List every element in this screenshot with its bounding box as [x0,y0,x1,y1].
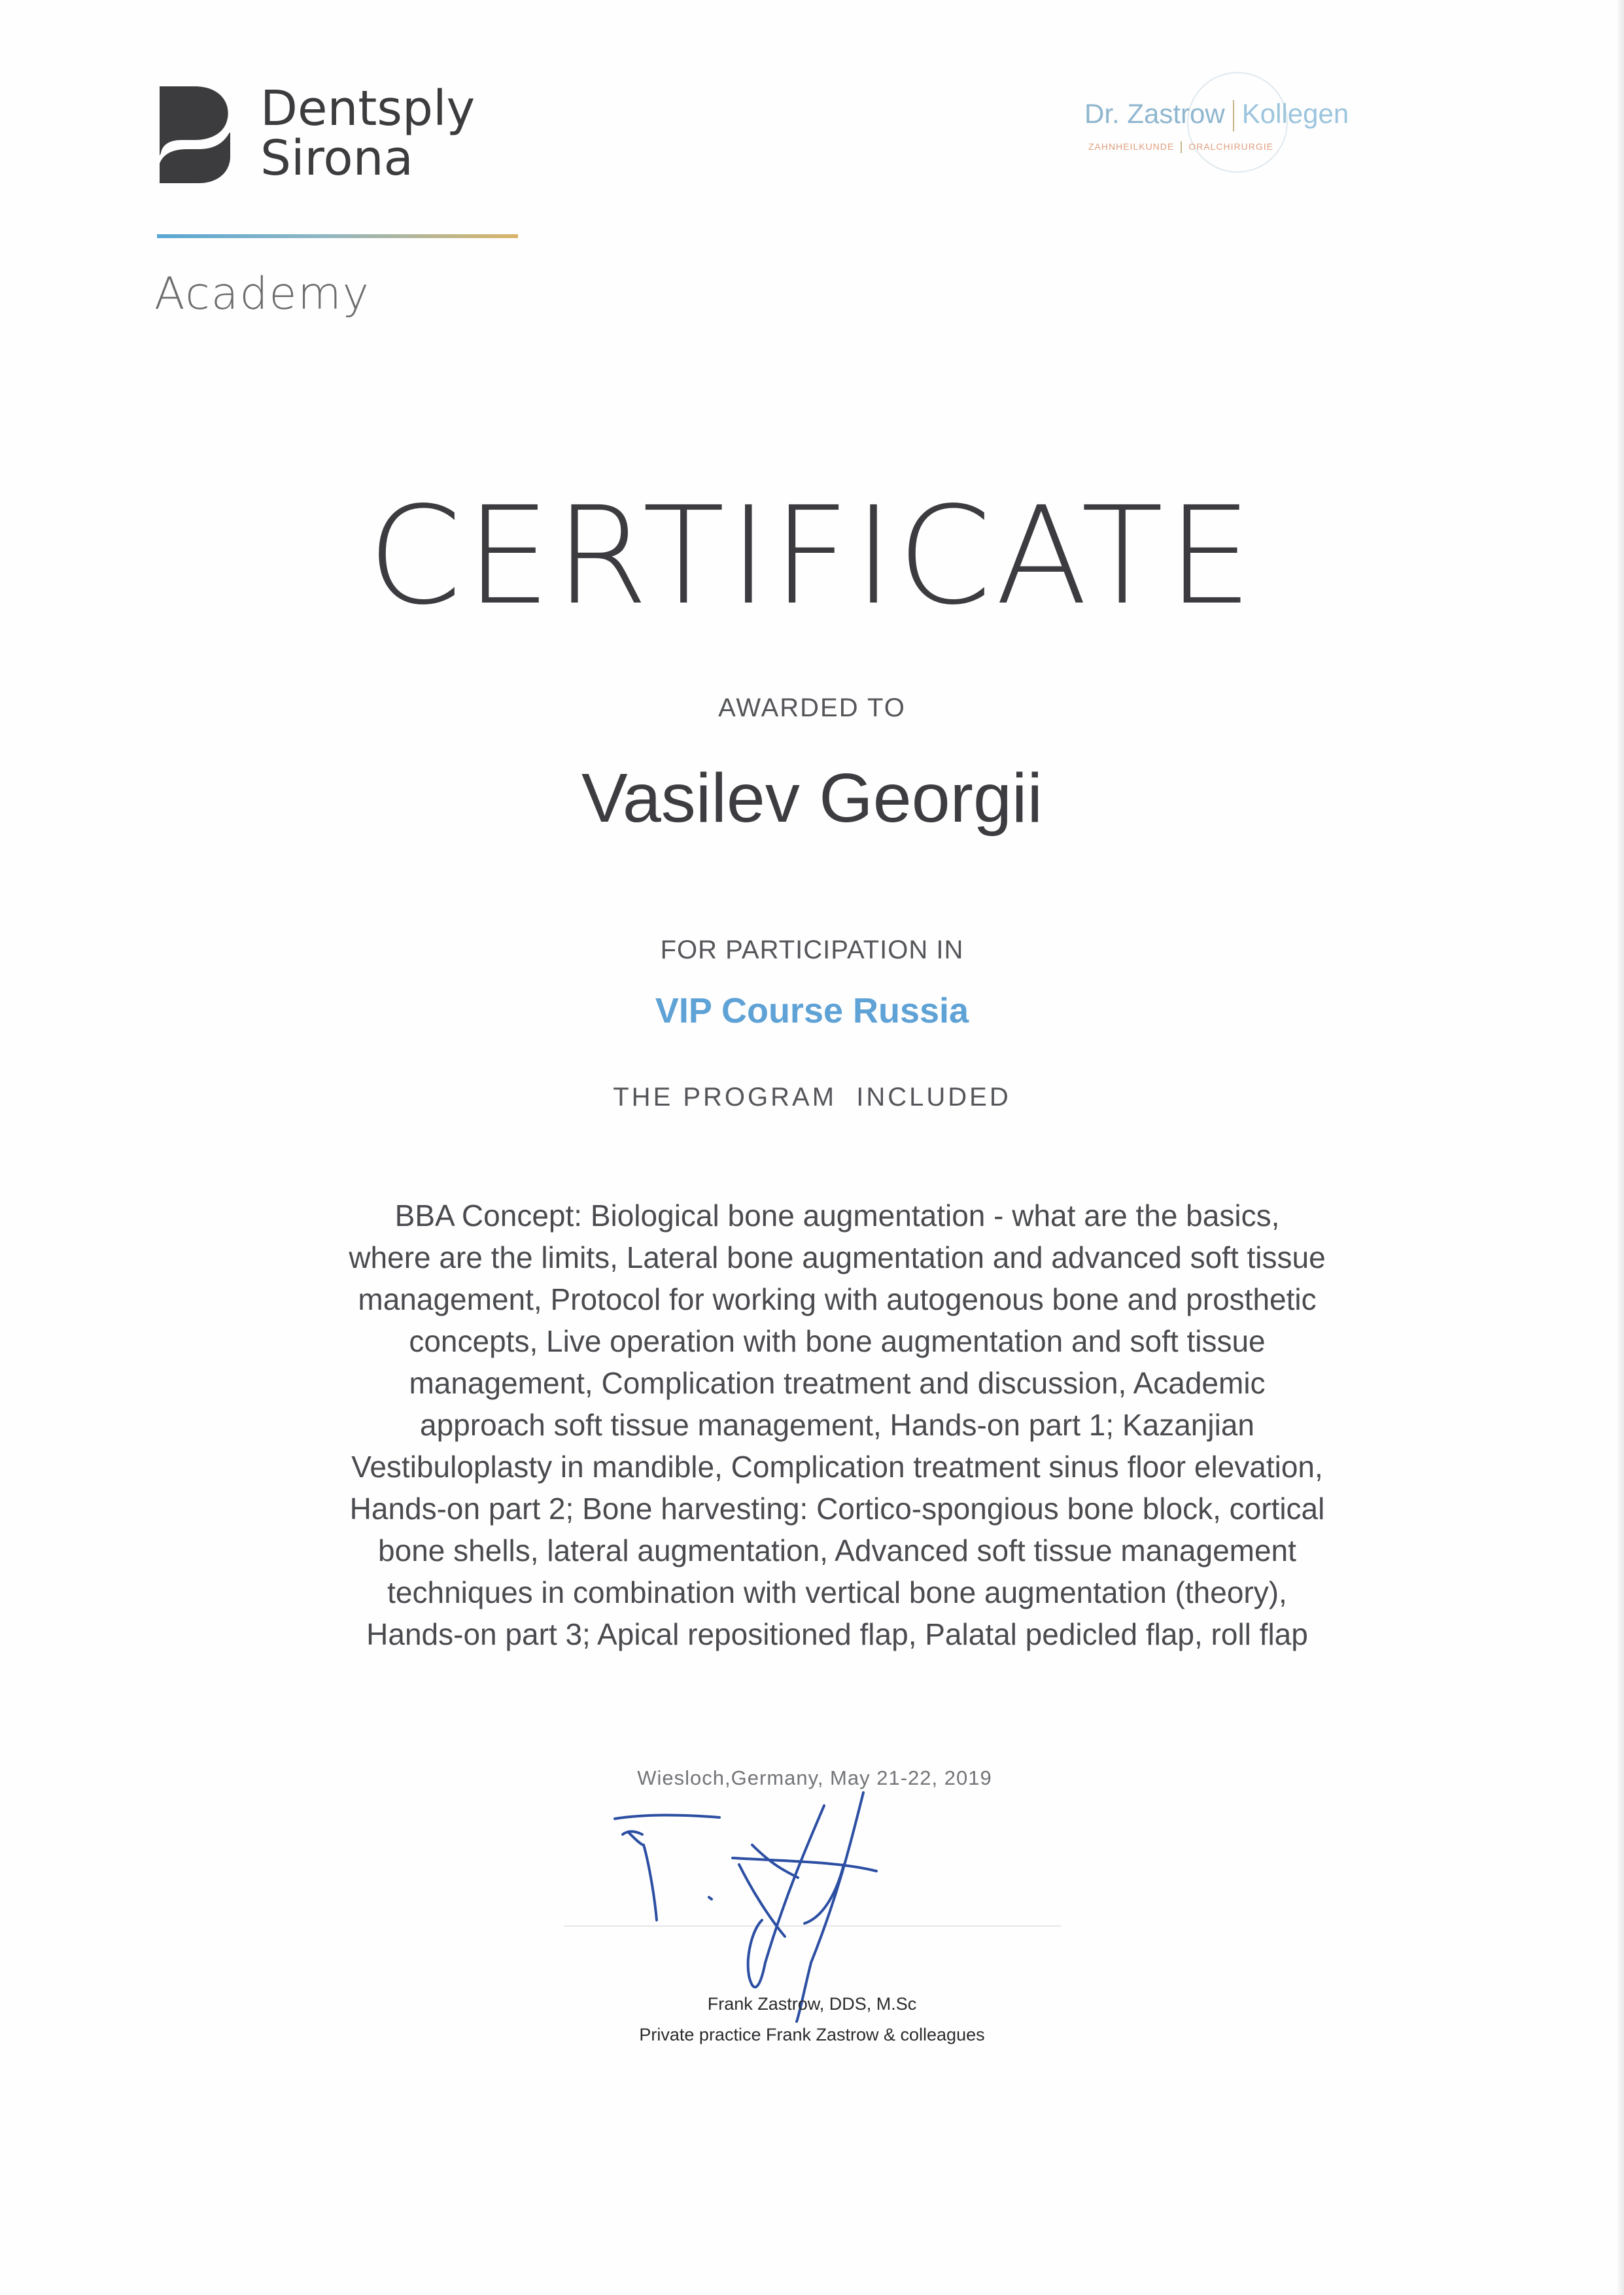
program-line: bone shells, lateral augmentation, Advanced soft tissue management [378,1533,1296,1568]
dentsply-s-mark-icon [156,85,234,183]
program-line: techniques in combination with vertical bone augmentation (theory), [387,1575,1287,1609]
partner-name-right: Kollegen [1241,98,1349,129]
program-line: management, Protocol for working with autogenous bone and prosthetic [358,1282,1317,1316]
partner-sub-divider [1181,141,1182,153]
scan-edge [1617,0,1624,2295]
handwritten-signature [589,1766,955,2028]
zastrow-kollegen-logo [1073,72,1400,196]
program-line: BBA Concept: Biological bone augmentation - what are the basics, [394,1199,1280,1233]
program-line: where are the limits, Lateral bone augmentation and advanced soft tissue [349,1240,1326,1274]
program-description [288,1195,1387,1655]
participation-label: FOR PARTICIPATION IN [660,936,964,964]
place-date: Wiesloch,Germany, May 21-22, 2019 [637,1766,992,1789]
brand-name-line2: Sirona [260,130,413,186]
partner-subtitle [1088,141,1273,153]
program-line: Hands-on part 2; Bone harvesting: Cortico-spongious bone block, cortical [349,1492,1325,1526]
brand-divider [157,234,518,238]
certificate-title: CERTIFICATE [368,478,1256,635]
partner-sub-right: ORALCHIRURGIE [1188,141,1273,152]
program-line: management, Complication treatment and discussion, Academic [409,1366,1266,1400]
partner-divider [1233,100,1234,131]
awarded-label: AWARDED TO [718,693,906,722]
practice-name: Private practice Frank Zastrow & colleagues [639,2025,985,2044]
course-name: VIP Course Russia [655,991,969,1030]
brand-name-line1: Dentsply [260,80,475,137]
program-line: Vestibuloplasty in mandible, Complication treatment sinus floor elevation, [351,1450,1323,1484]
partner-sub-left: ZAHNHEILKUNDE [1088,141,1175,152]
partner-name [1084,98,1349,131]
dentsply-sirona-logo [156,80,522,216]
program-label: THE PROGRAM INCLUDED [613,1083,1011,1112]
program-line: concepts, Live operation with bone augmentation and soft tissue [409,1324,1266,1358]
partner-name-left: Dr. Zastrow [1084,98,1225,129]
academy-label: Academy [154,268,370,320]
signer-name: Frank Zastrow, DDS, M.Sc [707,1994,917,2014]
program-line: Hands-on part 3; Apical repositioned flap, Palatal pedicled flap, roll flap [366,1617,1308,1651]
recipient-name: Vasilev Georgii [581,760,1043,837]
program-line: approach soft tissue management, Hands-on part 1; Kazanjian [420,1408,1254,1442]
